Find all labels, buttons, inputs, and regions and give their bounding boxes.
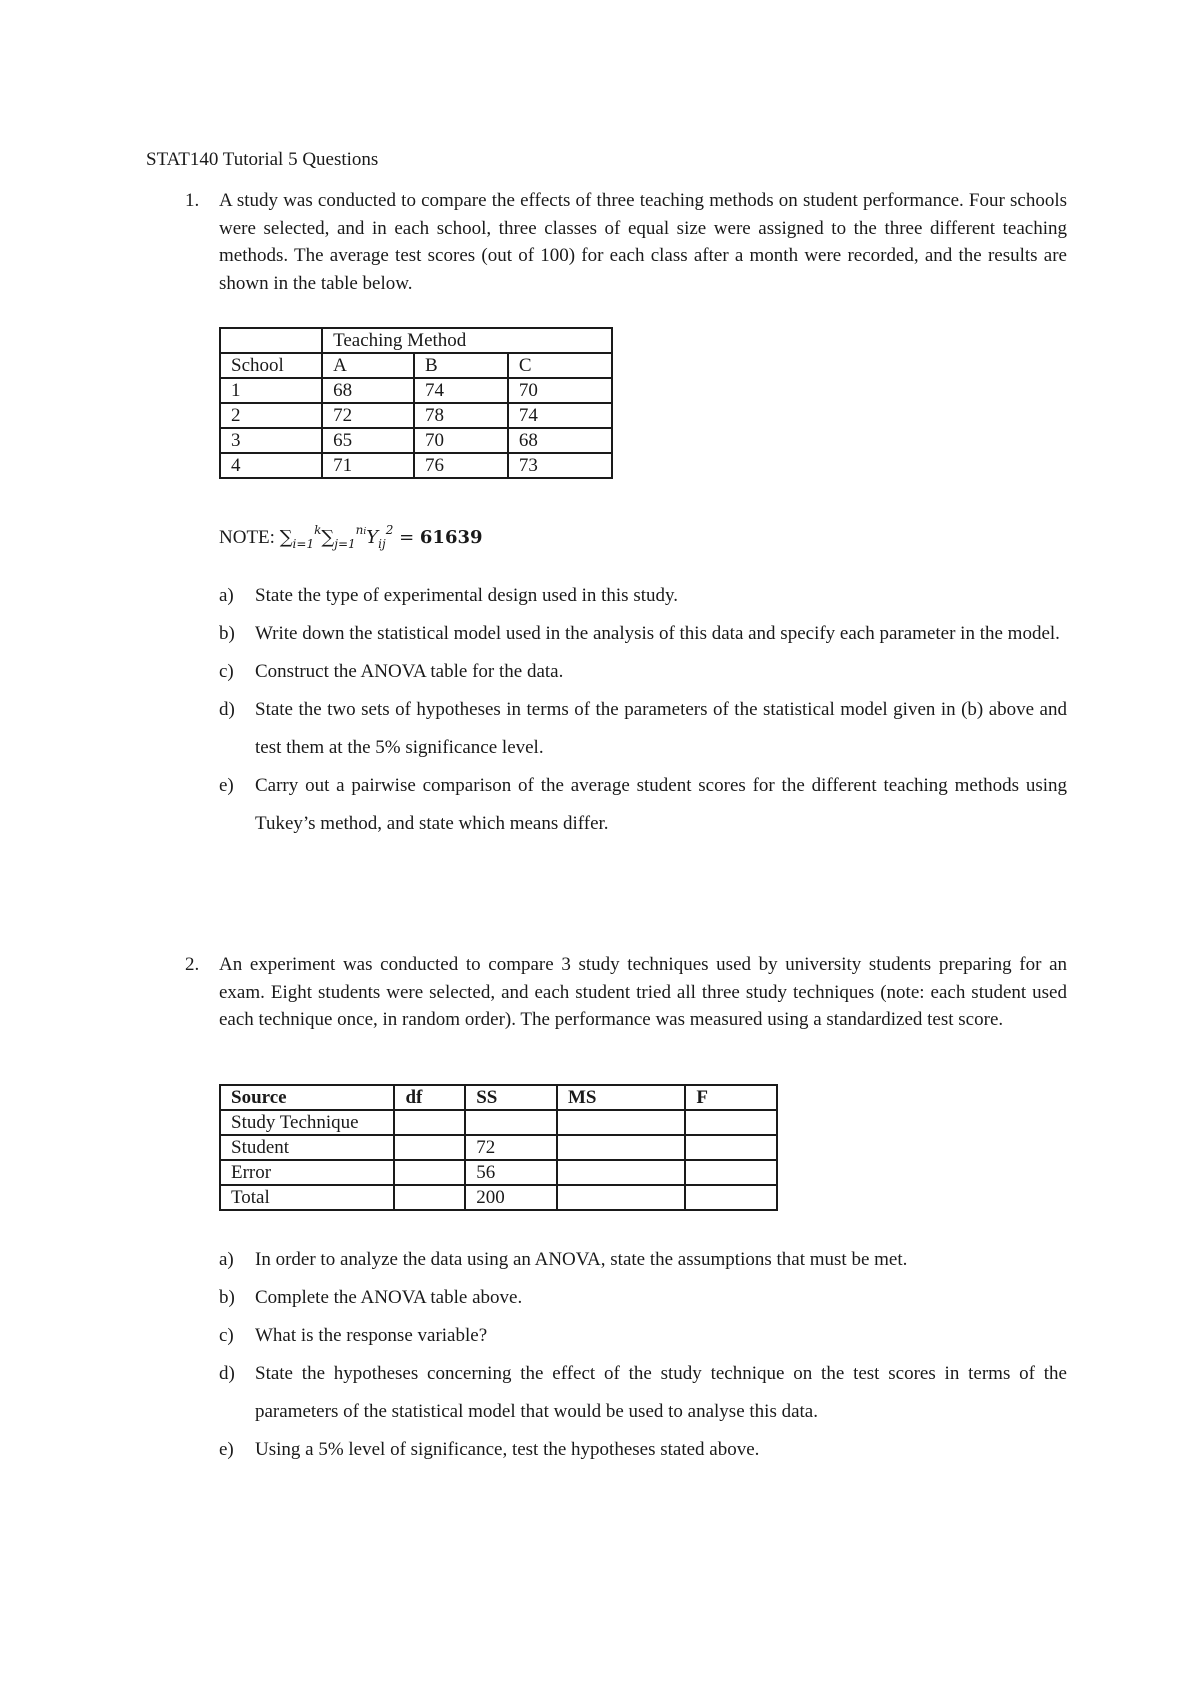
table-cell <box>557 1135 685 1160</box>
table-header-row <box>220 328 612 353</box>
table-cell: Study Technique <box>220 1110 394 1135</box>
table-cell <box>557 1110 685 1135</box>
question-number: 2. <box>185 954 200 975</box>
note-value: 61639 <box>419 527 483 548</box>
table-column-header: df <box>394 1085 465 1110</box>
table-cell: 70 <box>508 378 612 403</box>
table-column-header: F <box>685 1085 777 1110</box>
list-item: e) Using a 5% level of significance, test the hypotheses stated above. <box>219 1439 760 1460</box>
table-cell: 2 <box>220 403 322 428</box>
table-cell: 72 <box>322 403 414 428</box>
table-cell <box>685 1110 777 1135</box>
table-cell: 65 <box>322 428 414 453</box>
table-cell <box>685 1160 777 1185</box>
table-cell <box>685 1185 777 1210</box>
table-cell: 72 <box>465 1135 557 1160</box>
question-2 <box>185 951 1067 1034</box>
table-cell <box>394 1160 465 1185</box>
table-cell: 76 <box>414 453 508 478</box>
table-row <box>220 1160 777 1185</box>
table-column-header: Source <box>220 1085 394 1110</box>
list-item: b) Complete the ANOVA table above. <box>219 1287 523 1308</box>
table-cell <box>557 1185 685 1210</box>
table-cell: 4 <box>220 453 322 478</box>
table-cell <box>394 1110 465 1135</box>
table-cell: 71 <box>322 453 414 478</box>
question-text: A study was conducted to compare the effects of three teaching methods on student performance. Four schools were selected, and in each school, three classes of equal size were assigned to the three different teaching methods. The average test scores (out of 100) for each class after a month were recorded, and the results are shown in the table below. <box>219 190 1067 294</box>
list-item: c) What is the response variable? <box>219 1325 488 1346</box>
sum-formula: $\sum_{i=1}^k\sum_{j=1}^{ni}Y_{ij}^2$ = <box>279 523 420 551</box>
list-item: c) Construct the ANOVA table for the data. <box>219 661 564 682</box>
anova-table <box>219 1084 778 1211</box>
table-row <box>220 403 612 428</box>
table-row <box>220 453 612 478</box>
table-row <box>220 1135 777 1160</box>
question-1-parts <box>219 577 1067 843</box>
note-label: NOTE: <box>219 527 275 548</box>
table-cell: 1 <box>220 378 322 403</box>
question-1 <box>185 187 1067 297</box>
question-text: An experiment was conducted to compare 3 study techniques used by university students preparing for an exam. Eight students were selected, and each student tried all three study techniques (note: each student used each technique once, in random order). The performance was measured using a standardized test score. <box>219 954 1067 1031</box>
table-cell: Total <box>220 1185 394 1210</box>
table-cell: 68 <box>322 378 414 403</box>
table-cell: Error <box>220 1160 394 1185</box>
table-column-header: C <box>508 353 612 378</box>
table-cell: 74 <box>414 378 508 403</box>
note-formula <box>219 522 483 553</box>
table-cell: 70 <box>414 428 508 453</box>
table-column-header: SS <box>465 1085 557 1110</box>
page-title: STAT140 Tutorial 5 Questions <box>146 149 379 170</box>
question-2-parts <box>219 1241 1067 1469</box>
list-item: d) State the hypotheses concerning the effect of the study technique on the test scores in terms of the parameters of the statistical model that would be used to analyse this data. <box>219 1363 1067 1422</box>
table-header-row <box>220 353 612 378</box>
table-column-header: B <box>414 353 508 378</box>
table-cell: 78 <box>414 403 508 428</box>
table-cell: 3 <box>220 428 322 453</box>
table-cell: 68 <box>508 428 612 453</box>
question-number: 1. <box>185 190 200 211</box>
table-cell <box>557 1160 685 1185</box>
table-row <box>220 378 612 403</box>
table-group-header: Teaching Method <box>322 328 612 353</box>
table-cell: 73 <box>508 453 612 478</box>
table-row <box>220 428 612 453</box>
table-row <box>220 1110 777 1135</box>
teaching-method-table <box>219 327 613 479</box>
list-item: e) Carry out a pairwise comparison of the average student scores for the different teaching methods using Tukey’s method, and state which means differ. <box>219 775 1067 834</box>
table-cell <box>465 1110 557 1135</box>
table-cell <box>685 1135 777 1160</box>
table-column-header: A <box>322 353 414 378</box>
table-cell <box>394 1185 465 1210</box>
table-cell: 56 <box>465 1160 557 1185</box>
list-item: a) In order to analyze the data using an ANOVA, state the assumptions that must be met. <box>219 1249 908 1270</box>
table-row <box>220 1185 777 1210</box>
table-cell-empty <box>220 328 322 353</box>
table-header-row <box>220 1085 777 1110</box>
list-item: b) Write down the statistical model used in the analysis of this data and specify each parameter in the model. <box>219 623 1060 644</box>
table-row-header: School <box>220 353 322 378</box>
list-item: a) State the type of experimental design used in this study. <box>219 585 679 606</box>
table-column-header: MS <box>557 1085 685 1110</box>
list-item: d) State the two sets of hypotheses in terms of the parameters of the statistical model given in (b) above and test them at the 5% significance level. <box>219 699 1067 758</box>
table-cell: Student <box>220 1135 394 1160</box>
table-cell: 74 <box>508 403 612 428</box>
table-cell: 200 <box>465 1185 557 1210</box>
table-cell <box>394 1135 465 1160</box>
